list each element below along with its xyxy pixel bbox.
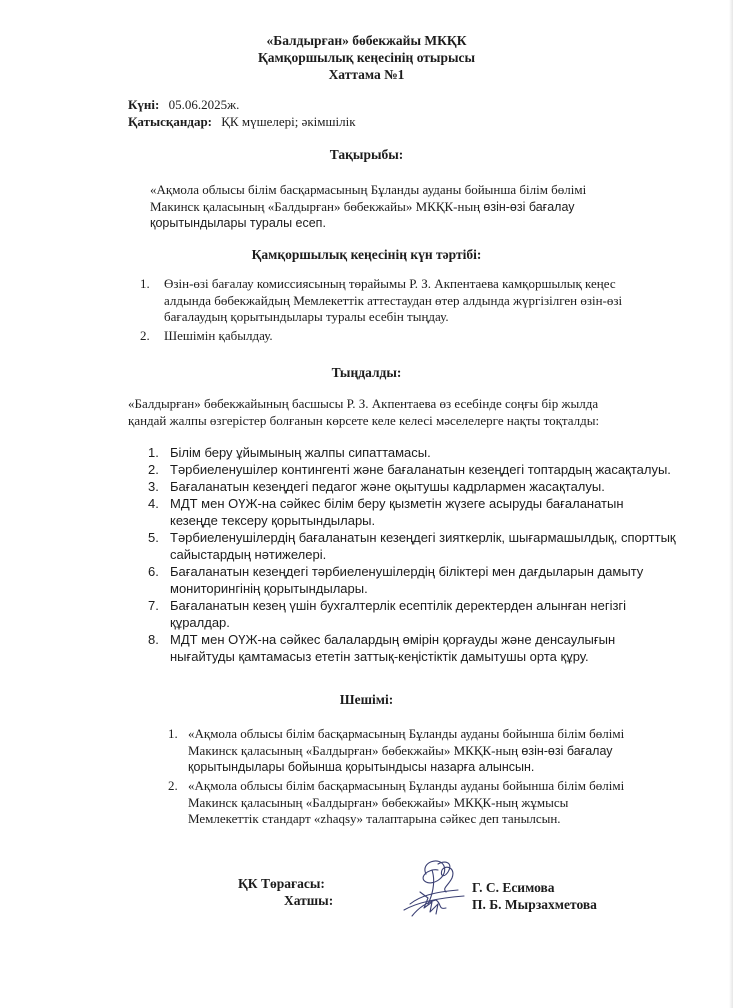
heard-item-number: 1.: [148, 445, 159, 460]
agenda-item: [140, 276, 660, 328]
heard-item-line: Бағаланатын кезең үшін бухгалтерлік есептілік деректерден алынған негізгі: [170, 598, 627, 613]
agenda-item-line: Шешімін қабылдау.: [164, 328, 273, 343]
heard-item-line: нығайтуды қамтамасыз ететін заттық-кеңістіктік дамытушы орта құру.: [170, 648, 589, 664]
topic-line: Макинск қаласының «Балдырған» бөбекжайы» МКҚК-ның өзін-өзі бағалау: [150, 198, 575, 214]
decision-item-line: Макинск қаласының «Балдырған» бөбекжайы» МКҚК-ның өзін-өзі бағалау: [188, 742, 613, 758]
heard-item-number: 5.: [148, 530, 159, 545]
heard-item: [148, 479, 688, 496]
topic-text: [150, 182, 650, 232]
heard-item: [148, 462, 688, 479]
date-label: Күні:: [128, 97, 160, 112]
heard-item-line: МДТ мен ОҮЖ-на сәйкес балалардың өмірін қорғауды және денсаулығын: [170, 632, 616, 647]
participants-label: Қатысқандар:: [128, 114, 213, 129]
secretary-label: Хатшы:: [284, 893, 334, 908]
decision-item: [168, 778, 668, 830]
topic-line: «Ақмола облысы білім басқармасының Бұланды ауданы бойынша білім бөлімі: [150, 182, 587, 197]
heard-item-line: Бағаланатын кезеңдегі тәрбиеленушілердің біліктері мен дағдыларын дамыту: [170, 564, 644, 579]
heard-item: [148, 632, 688, 666]
heard-item-number: 2.: [148, 462, 159, 477]
participants-row: [128, 114, 356, 130]
heard-item-line: Тәрбиеленушілер контингенті және бағаланатын кезеңдегі топтардың жасақталуы.: [170, 462, 671, 477]
agenda-item-number: 1.: [140, 276, 150, 291]
chair-name: Г. С. Есимова: [472, 880, 555, 895]
heard-item-line: Білім беру ұйымының жалпы сипаттамасы.: [170, 445, 431, 460]
heard-item: [148, 598, 688, 632]
heard-item: [148, 530, 688, 564]
handwritten-signature: [398, 852, 470, 922]
heard-intro-line: қандай жалпы өзгерістер болғанын көрсете келе келесі мәселелерге нақты тоқталды:: [128, 412, 600, 428]
signature-drawing: [398, 852, 470, 922]
heard-item: [148, 564, 688, 598]
decision-item-line: қорытындылары бойынша қорытындысы назарға алынсын.: [188, 760, 535, 775]
agenda-item: [140, 328, 660, 346]
participants-value: ҚК мүшелері; әкімшілік: [221, 114, 356, 129]
heard-intro-line: «Балдырған» бөбекжайының басшысы Р. З. Акпентаева өз есебінде соңғы бір жылда: [128, 396, 599, 411]
heard-item-line: мониторингінің қорытындылары.: [170, 580, 368, 596]
heard-item: [148, 445, 688, 462]
agenda-item-line: Өзін-өзі бағалау комиссиясының төрайымы Р. З. Акпентаева камқоршылық кеңес: [164, 276, 616, 291]
decision-item-line: Макинск қаласының «Балдырған» бөбекжайы» МКҚК-ның жұмысы: [188, 794, 569, 810]
protocol-number: Хаттама №1: [328, 67, 405, 82]
agenda-item-line: бағалаудың қорытындылары туралы есебін тыңдау.: [164, 309, 449, 325]
heard-item-number: 4.: [148, 496, 159, 511]
org-title: «Балдырған» бөбекжайы МКҚК: [266, 33, 467, 48]
topic-line: қорытындылары туралы есеп.: [150, 216, 326, 231]
heard-heading: Тыңдалды:: [331, 365, 402, 380]
heard-item-number: 8.: [148, 632, 159, 647]
heard-item-line: Тәрбиеленушілердің бағаланатын кезеңдегі зияткерлік, шығармашылдық, спорттық: [170, 530, 676, 545]
heard-item-number: 6.: [148, 564, 159, 579]
heard-item-number: 7.: [148, 598, 159, 613]
decision-heading: Шешімі:: [339, 692, 394, 707]
decision-item-number: 1.: [168, 726, 178, 741]
agenda-item-number: 2.: [140, 328, 150, 343]
page-edge-shadow: [729, 0, 733, 1008]
decision-item: [168, 726, 668, 778]
heard-item-line: кезеңде тексеру қорытындылары.: [170, 512, 376, 528]
decision-item-number: 2.: [168, 778, 178, 793]
meeting-title: Қамқоршылық кеңесінің отырысы: [257, 50, 476, 65]
decision-item-line: Мемлекеттік стандарт «zhaqsy» талаптарына сәйкес деп танылсын.: [188, 811, 561, 827]
heard-item-line: МДТ мен ОҮЖ-на сәйкес білім беру қызметін жүзеге асыруды бағаланатын: [170, 496, 624, 511]
heard-item-line: сайыстардың нәтижелері.: [170, 546, 327, 562]
date-value: 05.06.2025ж.: [168, 97, 240, 112]
decision-item-line: «Ақмола облысы білім басқармасының Бұланды ауданы бойынша білім бөлімі: [188, 726, 625, 741]
agenda-heading: Қамқоршылық кеңесінің күн тәртібі:: [251, 247, 482, 262]
heard-item: [148, 496, 688, 530]
chair-label: ҚК Төрағасы:: [238, 876, 325, 891]
heard-item-line: Бағаланатын кезеңдегі педагог және оқытушы кадрлармен жасақталуы.: [170, 479, 605, 494]
heard-intro: [128, 396, 668, 429]
topic-heading: Тақырыбы:: [329, 147, 404, 162]
secretary-name: П. Б. Мырзахметова: [472, 897, 597, 912]
heard-item-line: құралдар.: [170, 614, 230, 630]
decision-item-line: «Ақмола облысы білім басқармасының Бұланды ауданы бойынша білім бөлімі: [188, 778, 625, 793]
date-row: [128, 97, 239, 113]
heard-item-number: 3.: [148, 479, 159, 494]
agenda-item-line: алдында бөбекжайдың Мемлекеттік аттестаудан өтер алдында жүргізілген өзін-өзі: [164, 292, 623, 308]
